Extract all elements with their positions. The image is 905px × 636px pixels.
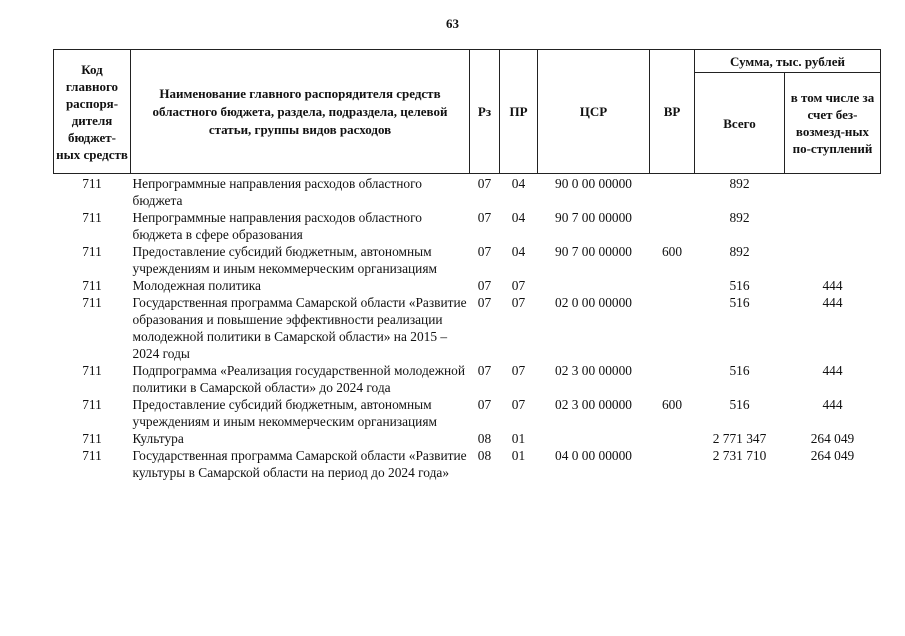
- table-row: [54, 174, 881, 210]
- table-row: [54, 243, 881, 277]
- cell-name: Подпрограмма «Реализация государственной молодежной политики в Самарской области» до 2024 года: [132, 363, 465, 395]
- cell-total: 516: [729, 397, 750, 412]
- cell-pr: 04: [511, 176, 526, 191]
- cell-grants: [785, 243, 881, 277]
- cell-name: Предоставление субсидий бюджетным, автономным учреждениям и иным некоммерческим организациям: [132, 397, 437, 429]
- budget-table: [53, 49, 881, 481]
- cell-rz: 07: [477, 210, 492, 225]
- cell-total: 892: [729, 210, 750, 225]
- cell-grants: [785, 174, 881, 210]
- cell-code: 711: [82, 176, 102, 191]
- cell-pr: 04: [511, 210, 526, 225]
- header-sum: Сумма, тыс. рублей: [695, 50, 881, 73]
- table-row: [54, 447, 881, 481]
- cell-vr: 600: [661, 244, 683, 259]
- table-row: [54, 430, 881, 447]
- cell-csr: 90 7 00 00000: [555, 244, 632, 259]
- table-header: [54, 50, 881, 174]
- cell-rz: 07: [477, 363, 492, 378]
- cell-name: Молодежная политика: [132, 278, 262, 293]
- cell-csr: [538, 277, 650, 294]
- cell-pr: 07: [511, 295, 526, 310]
- cell-code: 711: [82, 363, 102, 378]
- cell-vr: [650, 277, 695, 294]
- cell-code: 711: [82, 210, 102, 225]
- header-csr: ЦСР: [538, 50, 650, 174]
- cell-vr: [650, 174, 695, 210]
- cell-name: Государственная программа Самарской области «Развитие культуры в Самарской области на период до 2024 года»: [132, 448, 467, 480]
- cell-vr: 600: [661, 397, 683, 412]
- cell-name: Непрограммные направления расходов областного бюджета в сфере образования: [132, 210, 422, 242]
- cell-total: 2 731 710: [712, 448, 767, 463]
- cell-rz: 08: [477, 431, 492, 446]
- header-name: Наименование главного распорядителя средств областного бюджета, раздела, подраздела, целевой статьи, группы видов расходов: [131, 50, 470, 174]
- cell-total: 516: [729, 363, 750, 378]
- cell-rz: 08: [477, 448, 492, 463]
- cell-grants: 264 049: [810, 448, 855, 463]
- header-code: Код главного распоря-дителя бюджет-ных средств: [54, 50, 131, 174]
- cell-pr: 07: [511, 278, 526, 293]
- cell-code: 711: [82, 278, 102, 293]
- cell-vr: [650, 209, 695, 243]
- cell-total: 892: [729, 176, 750, 191]
- cell-csr: 02 3 00 00000: [555, 397, 632, 412]
- table-row: [54, 294, 881, 362]
- cell-pr: 07: [511, 397, 526, 412]
- cell-grants: 444: [822, 363, 843, 378]
- header-vr: ВР: [650, 50, 695, 174]
- cell-total: 516: [729, 278, 750, 293]
- cell-rz: 07: [477, 176, 492, 191]
- cell-vr: [650, 447, 695, 481]
- cell-grants: 444: [822, 278, 843, 293]
- cell-csr: 02 0 00 00000: [555, 295, 632, 310]
- cell-rz: 07: [477, 295, 492, 310]
- table-row: [54, 209, 881, 243]
- cell-total: 2 771 347: [712, 431, 767, 446]
- header-pr: ПР: [500, 50, 538, 174]
- cell-rz: 07: [477, 397, 492, 412]
- cell-csr: 04 0 00 00000: [555, 448, 632, 463]
- cell-grants: [785, 209, 881, 243]
- cell-total: 892: [729, 244, 750, 259]
- header-rz: Рз: [470, 50, 500, 174]
- cell-grants: 444: [822, 397, 843, 412]
- table-row: [54, 362, 881, 396]
- cell-code: 711: [82, 431, 102, 446]
- cell-csr: 02 3 00 00000: [555, 363, 632, 378]
- cell-pr: 04: [511, 244, 526, 259]
- table-body: [54, 174, 881, 482]
- page-number: 63: [446, 16, 459, 31]
- cell-grants: 264 049: [810, 431, 855, 446]
- cell-name: Государственная программа Самарской области «Развитие образования и повышение эффективности реализации молодежной политики в Самарской области» на 2015 – 2024 годы: [132, 295, 467, 361]
- header-total: Всего: [695, 73, 785, 174]
- cell-code: 711: [82, 448, 102, 463]
- cell-code: 711: [82, 397, 102, 412]
- cell-rz: 07: [477, 244, 492, 259]
- cell-total: 516: [729, 295, 750, 310]
- cell-name: Предоставление субсидий бюджетным, автономным учреждениям и иным некоммерческим организациям: [132, 244, 437, 276]
- cell-vr: [650, 362, 695, 396]
- cell-pr: 01: [511, 448, 526, 463]
- cell-csr: [538, 430, 650, 447]
- cell-code: 711: [82, 295, 102, 310]
- cell-pr: 07: [511, 363, 526, 378]
- cell-name: Непрограммные направления расходов областного бюджета: [132, 176, 422, 208]
- cell-pr: 01: [511, 431, 526, 446]
- cell-vr: [650, 430, 695, 447]
- cell-csr: 90 7 00 00000: [555, 210, 632, 225]
- table-row: [54, 396, 881, 430]
- cell-vr: [650, 294, 695, 362]
- cell-code: 711: [82, 244, 102, 259]
- header-grants: в том числе за счет без-возмезд-ных по-ступлений: [785, 73, 881, 174]
- cell-csr: 90 0 00 00000: [555, 176, 632, 191]
- cell-grants: 444: [822, 295, 843, 310]
- table-row: [54, 277, 881, 294]
- cell-name: Культура: [132, 431, 184, 446]
- cell-rz: 07: [477, 278, 492, 293]
